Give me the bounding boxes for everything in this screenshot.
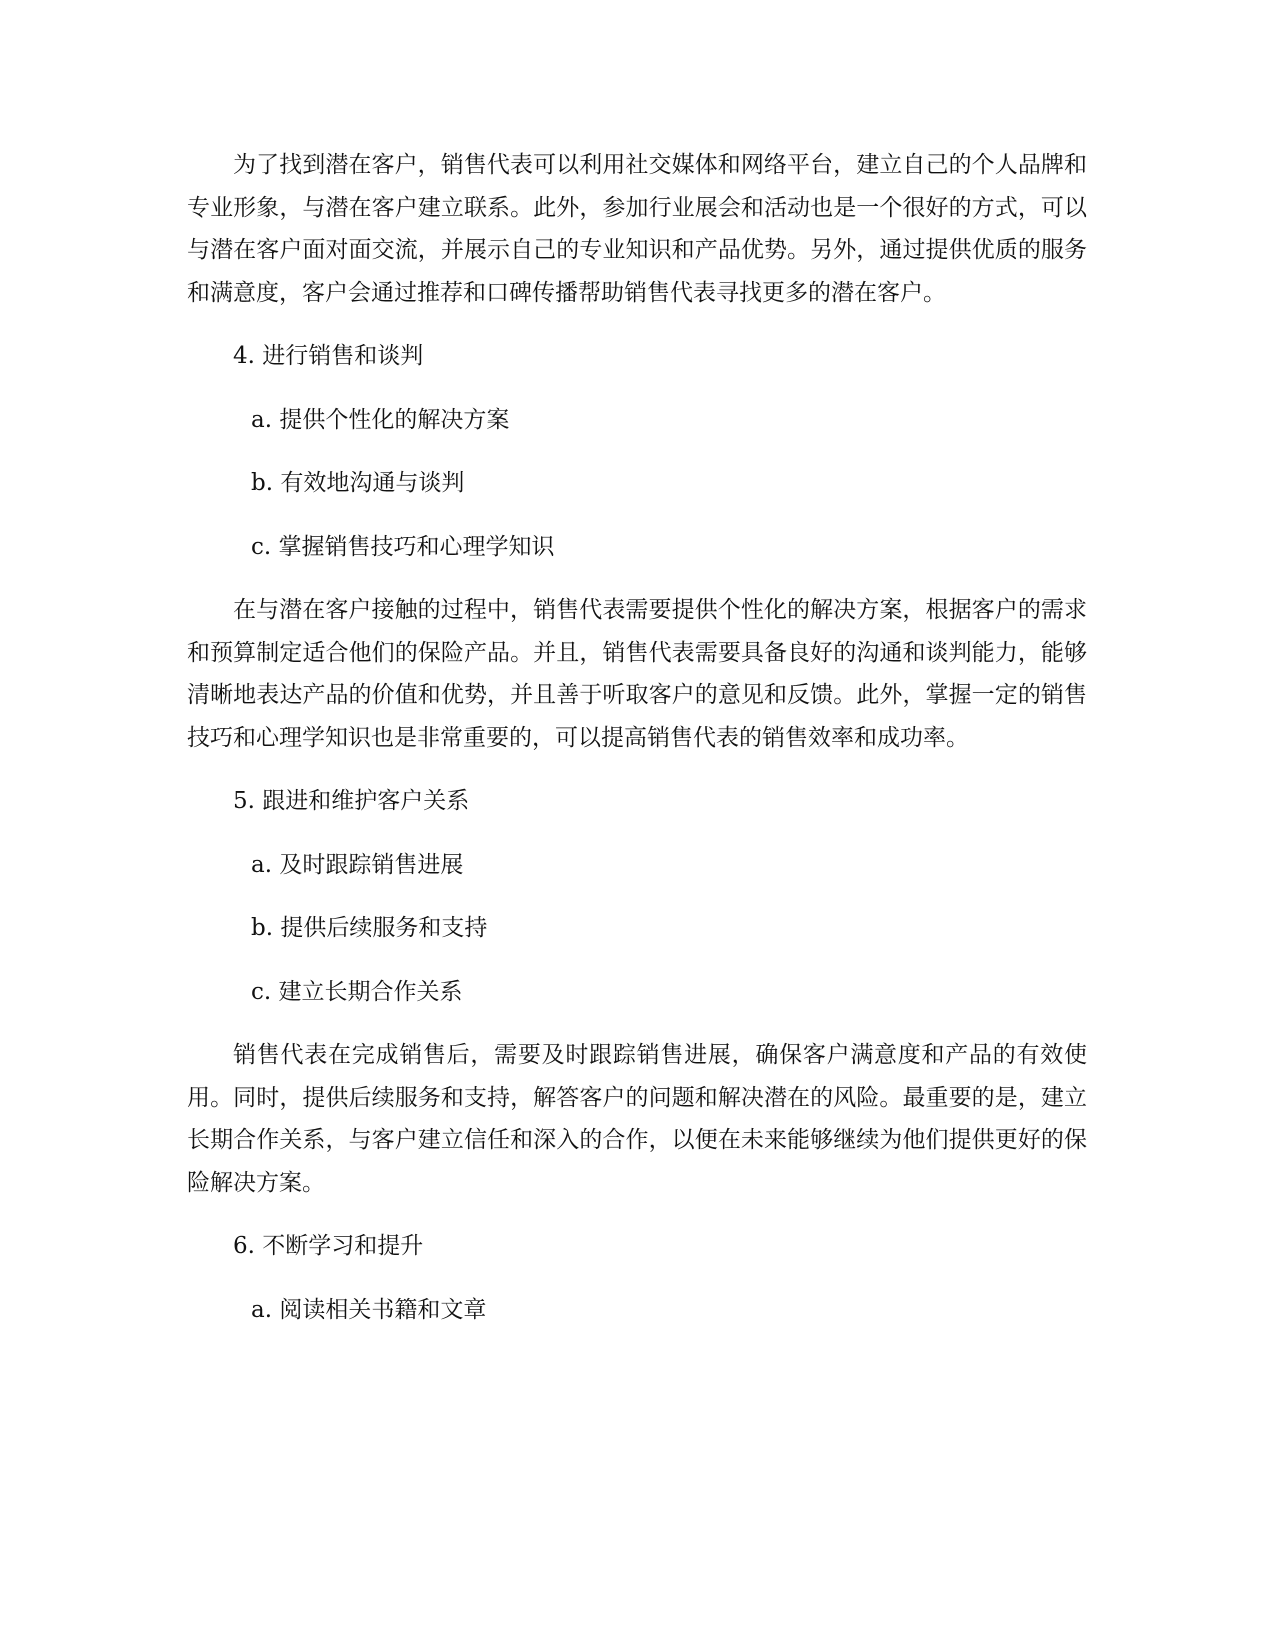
- spacer: [187, 568, 1087, 589]
- spacer: [187, 823, 1087, 844]
- spacer: [187, 378, 1087, 399]
- spacer: [187, 1268, 1087, 1289]
- spacer: [187, 505, 1087, 526]
- list-item: b. 有效地沟通与谈判: [251, 470, 465, 496]
- list-item: c. 掌握销售技巧和心理学知识: [251, 533, 555, 560]
- spacer: [187, 759, 1087, 780]
- paragraph-follow-up: 销售代表在完成销售后，需要及时跟踪销售进展，确保客户满意度和产品的有效使用。同时，提供后续服务和支持，解答客户的问题和解决潜在的风险。最重要的是，建立长期合作关系，与客户建立信任和深入的合作，以便在未来能够继续为他们提供更好的保险解决方案。: [187, 1042, 1087, 1196]
- paragraph-sales-negotiation: 在与潜在客户接触的过程中，销售代表需要提供个性化的解决方案，根据客户的需求和预算制定适合他们的保险产品。并且，销售代表需要具备良好的沟通和谈判能力，能够清晰地表达产品的价值和优势，并且善于听取客户的意见和反馈。此外，掌握一定的销售技巧和心理学知识也是非常重要的，可以提高销售代表的销售效率和成功率。: [187, 597, 1087, 751]
- spacer: [187, 314, 1087, 335]
- list-item: a. 阅读相关书籍和文章: [251, 1296, 487, 1323]
- section-heading-6: 6. 不断学习和提升: [233, 1233, 424, 1259]
- section-heading-4: 4. 进行销售和谈判: [233, 343, 424, 369]
- document-body: [187, 144, 1087, 1331]
- list-item: c. 建立长期合作关系: [251, 978, 463, 1005]
- spacer: [187, 886, 1087, 907]
- list-item: a. 及时跟踪销售进展: [251, 851, 464, 878]
- section-heading-5: 5. 跟进和维护客户关系: [233, 788, 470, 814]
- spacer: [187, 1204, 1087, 1225]
- list-item: b. 提供后续服务和支持: [251, 915, 488, 941]
- paragraph-finding-prospects: 为了找到潜在客户，销售代表可以利用社交媒体和网络平台，建立自己的个人品牌和专业形象，与潜在客户建立联系。此外，参加行业展会和活动也是一个很好的方式，可以与潜在客户面对面交流，并展示自己的专业知识和产品优势。另外，通过提供优质的服务和满意度，客户会通过推荐和口碑传播帮助销售代表寻找更多的潜在客户。: [187, 152, 1087, 306]
- spacer: [187, 950, 1087, 971]
- spacer: [187, 441, 1087, 462]
- list-item: a. 提供个性化的解决方案: [251, 406, 510, 433]
- spacer: [187, 1013, 1087, 1034]
